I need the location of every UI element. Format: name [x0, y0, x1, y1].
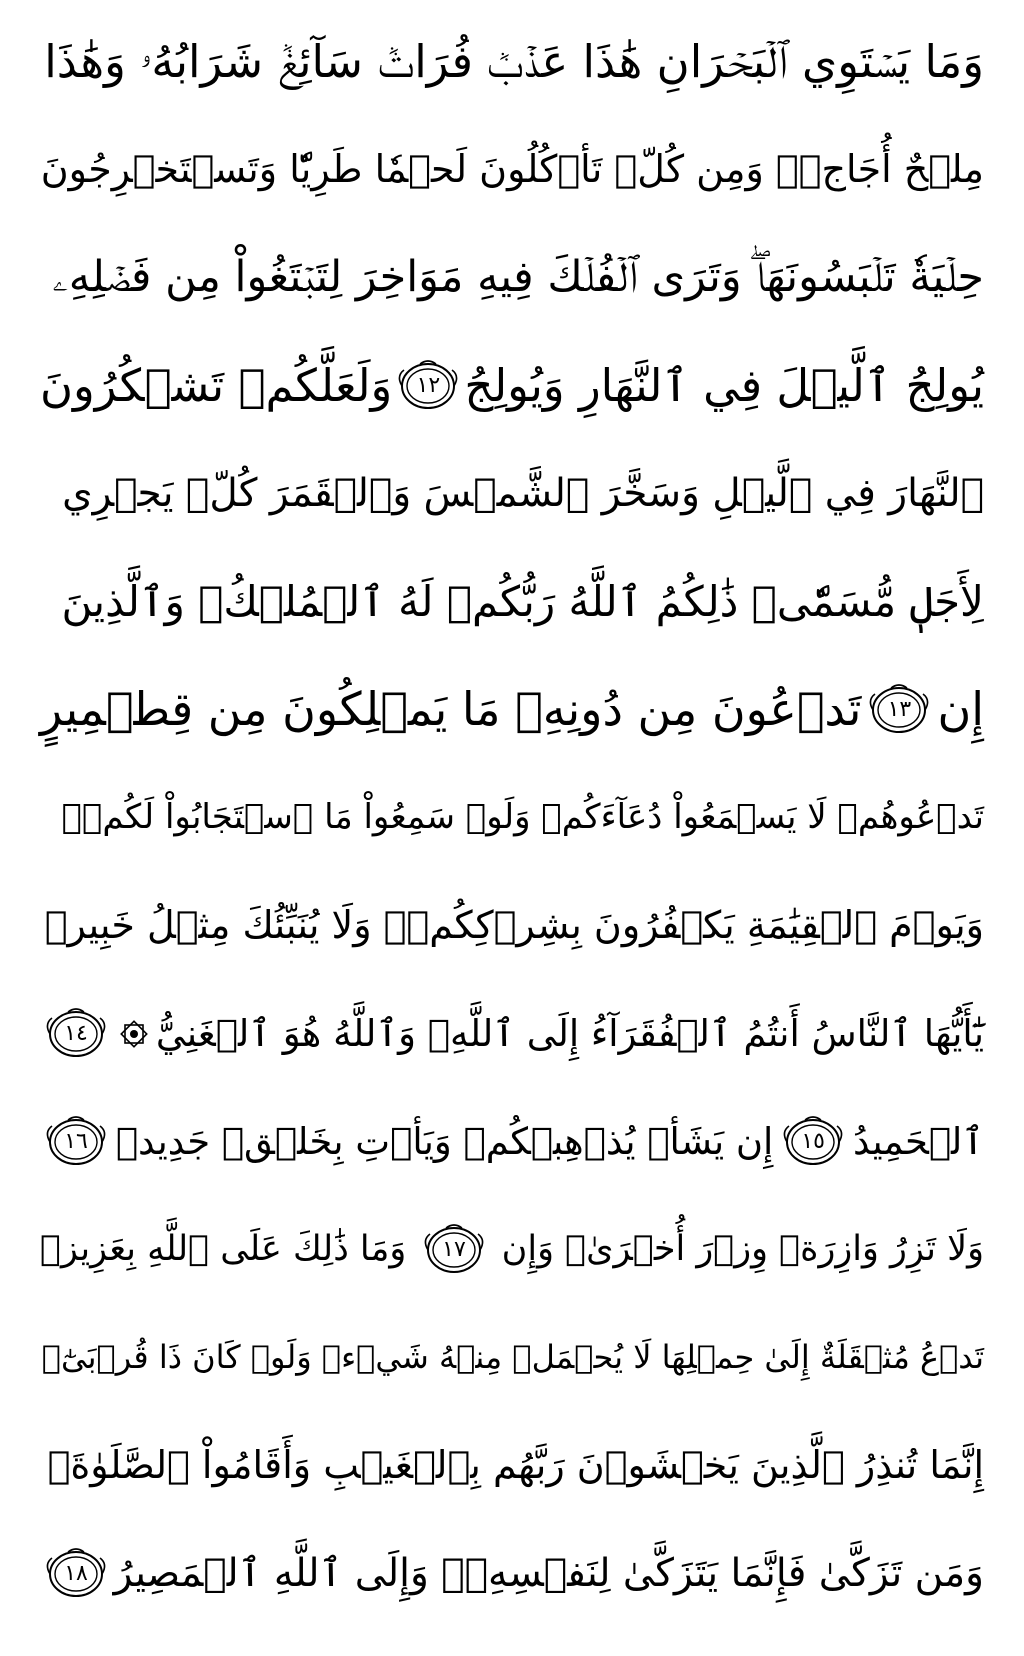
- text-line: [40, 446, 984, 541]
- verse-text: وَمَا ذَٰلِكَ عَلَى ٱللَّهِ بِعَزِيزٖ: [40, 1229, 407, 1269]
- ayah-end-marker-icon: [40, 1004, 112, 1064]
- verse-text: ٱلۡحَمِيدُ: [852, 1120, 984, 1163]
- verse-text: إِن: [937, 682, 984, 736]
- text-line: [40, 662, 984, 757]
- ayah-number: ١٢: [416, 372, 441, 398]
- verse-text: وَلَعَلَّكُمۡ تَشۡكُرُونَ: [40, 359, 393, 412]
- verse-text: تَدۡعُ مُثۡقَلَةٌ إِلَىٰ حِمۡلِهَا لَا يُحۡمَلۡ مِنۡهُ شَيۡءٞ وَلَوۡ كَانَ ذَا قُرۡبَىٰٓۗ: [41, 1338, 984, 1376]
- ayah-number: ١٧: [442, 1236, 466, 1262]
- ayah-end-marker-icon: [40, 1544, 112, 1604]
- text-line: [40, 338, 984, 433]
- ayah-number: ١٦: [64, 1128, 88, 1154]
- ayah-end-marker-icon: [40, 1112, 112, 1172]
- ayah-end-marker-icon: [418, 1220, 490, 1280]
- verse-text: وَيَوۡمَ ٱلۡقِيَٰمَةِ يَكۡفُرُونَ بِشِرۡكِكُمۡۚ وَلَا يُنَبِّئُكَ مِثۡلُ خَبِيرٖ: [44, 903, 984, 947]
- ayah-end-marker-icon: [863, 680, 935, 740]
- ayah-number: ١٥: [801, 1128, 825, 1154]
- verse-text: مِلۡحٌ أُجَاجٞۖ وَمِن كُلّٖ تَأۡكُلُونَ لَحۡمٗا طَرِيّٗا وَتَسۡتَخۡرِجُونَ: [40, 147, 984, 191]
- text-line: [40, 1094, 984, 1189]
- text-line: [40, 554, 984, 649]
- verse-text: لِأَجَلٖ مُّسَمّٗىۚ ذَٰلِكُمُ ٱللَّهُ رَبُّكُمۡ لَهُ ٱلۡمُلۡكُۚ وَٱلَّذِينَ: [61, 577, 984, 626]
- text-line: [40, 230, 984, 325]
- ayah-end-marker-icon: [777, 1112, 849, 1172]
- text-line: [40, 1202, 984, 1297]
- mushaf-page: [40, 14, 984, 1642]
- verse-text: حِلۡيَةٗ تَلۡبَسُونَهَاۖ وَتَرَى ٱلۡفُلۡكَ فِيهِ مَوَاخِرَ لِتَبۡتَغُواْ مِن فَضۡلِهِۦ: [52, 252, 984, 302]
- text-line: [40, 1526, 984, 1621]
- verse-text: ٱلنَّهَارَ فِي ٱلَّيۡلِ وَسَخَّرَ ٱلشَّمۡسَ وَٱلۡقَمَرَ كُلّٞ يَجۡرِي: [62, 471, 984, 516]
- verse-text: إِنَّمَا تُنذِرُ ٱلَّذِينَ يَخۡشَوۡنَ رَبَّهُم بِٱلۡغَيۡبِ وَأَقَامُواْ ٱلصَّلَوٰةَۚ: [47, 1443, 984, 1487]
- ayah-number: ١٣: [887, 696, 912, 722]
- verse-text: تَدۡعُوهُمۡ لَا يَسۡمَعُواْ دُعَآءَكُمۡ وَلَوۡ سَمِعُواْ مَا ٱسۡتَجَابُواْ لَكُمۡۖ: [61, 797, 984, 837]
- ayah-number: ١٤: [64, 1020, 88, 1046]
- verse-text: يُولِجُ ٱلَّيۡلَ فِي ٱلنَّهَارِ وَيُولِجُ: [464, 359, 984, 412]
- verse-text: تَدۡعُونَ مِن دُونِهِۦ مَا يَمۡلِكُونَ مِن قِطۡمِيرٍ: [40, 682, 862, 736]
- verse-text: وَمَا يَسۡتَوِي ٱلۡبَحۡرَانِ هَٰذَا عَذۡبٞ فُرَاتٞ سَآئِغٞ شَرَابُهُۥ وَهَٰذَا: [44, 35, 984, 88]
- verse-text: يَٰٓأَيُّهَا ٱلنَّاسُ أَنتُمُ ٱلۡفُقَرَآءُ إِلَى ٱللَّهِۖ وَٱللَّهُ هُوَ ٱلۡغَنِيُّ: [155, 1012, 984, 1055]
- ayah-number: ١٨: [64, 1560, 88, 1586]
- ayah-end-marker-icon: [392, 356, 464, 416]
- verse-text: وَمَن تَزَكَّىٰ فَإِنَّمَا يَتَزَكَّىٰ لِنَفۡسِهِۦۚ وَإِلَى ٱللَّهِ ٱلۡمَصِيرُ: [113, 1551, 984, 1596]
- text-line: [40, 770, 984, 865]
- text-line: [40, 1418, 984, 1513]
- text-line: [40, 1310, 984, 1405]
- text-line: [40, 14, 984, 109]
- text-line: [40, 878, 984, 973]
- text-line: [40, 986, 984, 1081]
- text-line: [40, 122, 984, 217]
- verse-text: إِن يَشَأۡ يُذۡهِبۡكُمۡ وَيَأۡتِ بِخَلۡقٖ جَدِيدٖ: [115, 1120, 774, 1163]
- verse-text: وَلَا تَزِرُ وَازِرَةٞ وِزۡرَ أُخۡرَىٰۚ وَإِن: [501, 1229, 984, 1269]
- rub-el-hizb-icon: [116, 1016, 152, 1052]
